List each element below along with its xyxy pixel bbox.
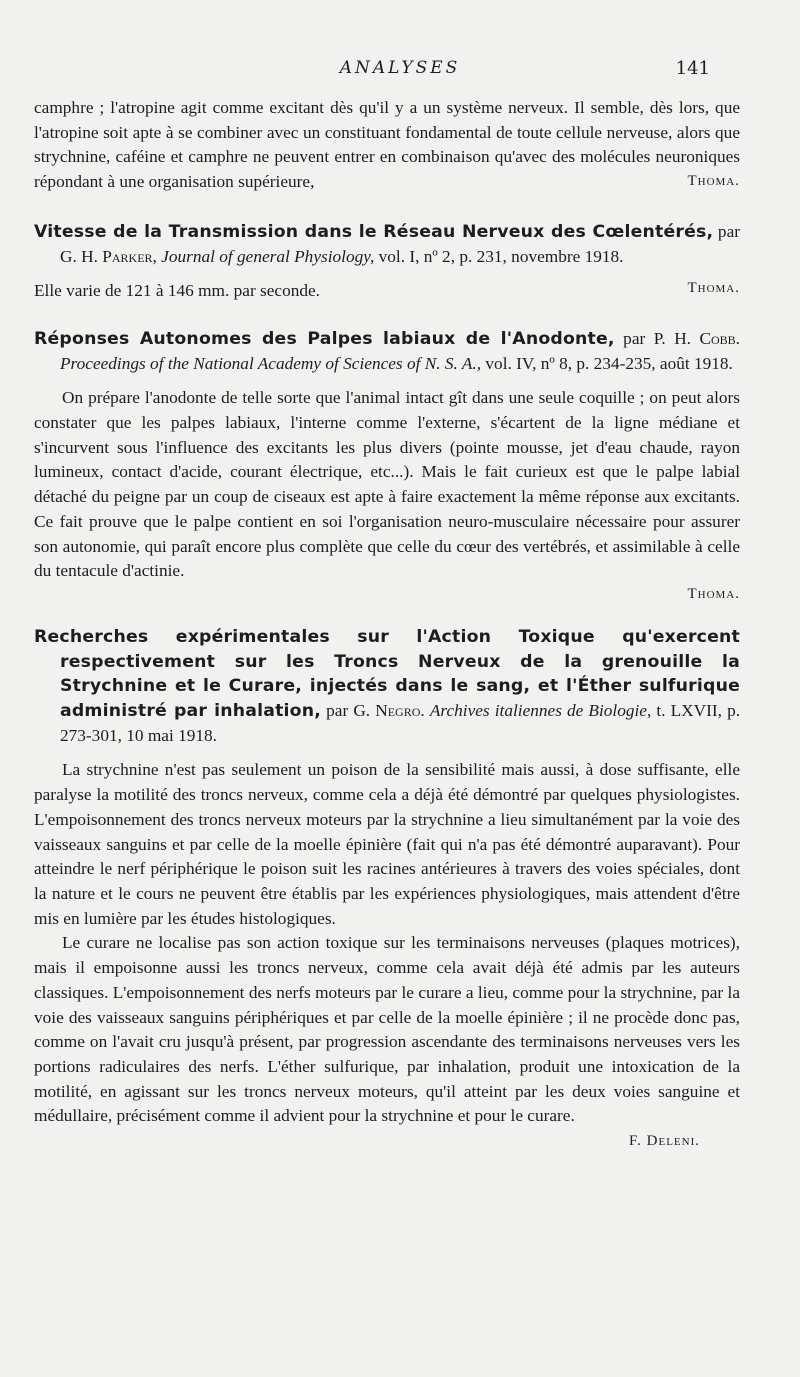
article-journal: Journal of general Physiology, (161, 246, 375, 266)
article-details: vol. IV, nº 8, p. 234-235, août 1918. (485, 353, 733, 373)
article-author: G. H. Parker, (60, 246, 157, 266)
article-paragraph: Elle varie de 121 à 146 mm. par seconde. (34, 281, 321, 301)
article-3 (34, 625, 740, 1150)
article-paragraph: La strychnine n'est pas seulement un poison de la sensibilité mais aussi, à dose suffisante, elle paralyse la motilité des troncs nerveux, comme cela a déjà été démontré par quelques physiologistes. L'empoisonnement des troncs nerveux moteurs par la strychnine a lieu simultanément par la voie des vaisseaux sanguins et par celle de la moelle épinière (fait qui n'a pas été démontré auparavant). Pour atteindre le nerf périphérique le poison suit les racines antérieures à travers des voies spéciales, dont la nature et le cours ne peuvent être établis par les expériences physiologiques, mais attendent d'être mis en lumière par les études histologiques. (34, 760, 740, 928)
article-1 (34, 220, 740, 301)
article-heading (34, 625, 740, 749)
article-2 (34, 327, 740, 603)
article-journal: Archives italiennes de Biologie, (429, 701, 652, 721)
article-signature: Thoma. (687, 585, 740, 602)
article-heading (34, 327, 740, 376)
article-details: vol. I, nº 2, p. 231, novembre 1918. (378, 246, 624, 266)
running-title: ANALYSES (339, 58, 461, 78)
carryover-paragraph: camphre ; l'atropine agit comme excitant dès qu'il y a un système nerveux. Il semble, dès lors, que l'atropine soit apte à se combiner avec un constituant fondamental de toute cellule nerveuse, alors que strychnine, caféine et camphre ne peuvent entrer en combinaison qu'avec des molécules neuroniques répondant à une organisation supérieure, (34, 98, 740, 192)
carryover-signature: Thoma. (687, 172, 740, 189)
article-by: par (623, 328, 646, 348)
article-heading (34, 220, 740, 269)
article-signature: Thoma. (687, 279, 740, 296)
article-by: par (717, 221, 740, 241)
article-signature: F. Deleni. (629, 1133, 700, 1150)
article-title: Vitesse de la Transmission dans le Réseau Nerveux des Cœlentérés, (34, 221, 714, 242)
article-title: Réponses Autonomes des Palpes labiaux de l'Anodonte, (34, 328, 615, 349)
running-head (0, 58, 800, 88)
article-paragraph: On prépare l'anodonte de telle sorte que l'animal intact gît dans une seule coquille ; on peut alors constater que les palpes labiaux, l'interne comme l'externe, s'écartent de la ligne médiane et s'incurvent sous l'influence des excitants les plus divers (pointe mousse, jet d'eau chaude, rayon lumineux, contact d'acide, courant électrique, etc...). Mais le fait curieux est que le palpe labial détaché du peigne par un coup de ciseaux est apte à faire exactement la même réponse aux excitants. Ce fait prouve que le palpe contient en soi l'organisation neuro-musculaire nécessaire pour assurer son autonomie, qui paraît encore plus complète que celle du cœur des vertébrés, et assimilable à celle du tentacule d'actinie. (34, 388, 740, 581)
article-journal: Proceedings of the National Academy of Sciences of N. S. A., (60, 353, 482, 373)
article-title: Recherches expérimentales sur l'Action Toxique qu'exercent respectivement sur les Troncs Nerveux de la grenouille la Strychnine et le Curare, injectés dans le sang, et l'Éther sulfurique administré par inhalation, (34, 626, 740, 722)
article-paragraph: Le curare ne localise pas son action toxique sur les terminaisons nerveuses (plaques motrices), mais il empoisonne aussi les troncs nerveux, comme cela avait déjà été admis par les auteurs classiques. L'empoisonnement des nerfs moteurs par le curare a lieu, comme pour la strychnine, par la voie des vaisseaux sanguins périphériques et par celle de la moelle épinière ; il ne procède donc pas, comme on l'avait cru jusqu'à présent, par progression ascendante des terminaisons nerveuses vers les portions radiculaires des nerfs. L'éther sulfurique, par inhalation, produit une intoxication de la motilité, en agissant sur les troncs nerveux moteurs, qu'il atteint par les deux voies sanguine et médullaire, précisément comme il advient pour la strychnine et pour le curare. (34, 933, 740, 1126)
article-by: par (326, 701, 349, 721)
article-author: P. H. Cobb. (653, 328, 740, 348)
article-author: G. Negro. (353, 701, 425, 721)
page-number: 141 (675, 58, 710, 79)
article-details: t. LXVII, p. 273-301, 10 mai 1918. (60, 701, 741, 745)
page-body (34, 96, 740, 1150)
